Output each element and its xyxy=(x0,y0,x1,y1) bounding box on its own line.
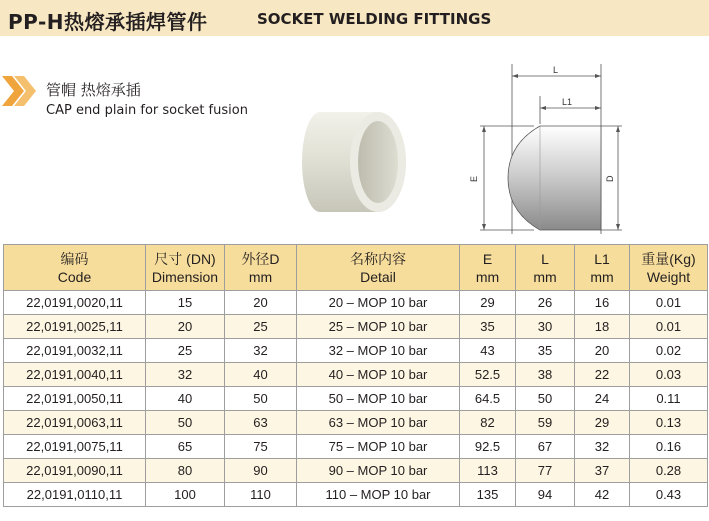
table-cell-l1: 20 xyxy=(575,339,630,363)
technical-drawing xyxy=(468,62,630,244)
table-cell-l1: 29 xyxy=(575,411,630,435)
table-cell-dimension: 65 xyxy=(146,435,225,459)
table-cell-l: 30 xyxy=(516,315,575,339)
page-title: PP-H热熔承插焊管件 xyxy=(8,10,208,34)
table-cell-detail: 50 – MOP 10 bar xyxy=(297,387,460,411)
column-header-label: 外径D xyxy=(241,250,280,267)
table-cell-dimension: 15 xyxy=(146,291,225,315)
column-header-outer-diameter xyxy=(225,245,297,291)
table-cell-weight: 0.02 xyxy=(630,339,708,363)
spec-table xyxy=(3,244,708,507)
table-cell-weight: 0.28 xyxy=(630,459,708,483)
table-cell-e: 113 xyxy=(460,459,516,483)
table-cell-outer-diameter: 90 xyxy=(225,459,297,483)
dimension-label-L: L xyxy=(553,65,559,75)
column-header-sublabel: Dimension xyxy=(151,268,219,285)
column-header-sublabel: Code xyxy=(57,268,92,285)
double-chevron-icon xyxy=(0,74,40,108)
dimension-label-D: D xyxy=(605,175,615,182)
table-cell-detail: 25 – MOP 10 bar xyxy=(297,315,460,339)
column-header-label: 编码 xyxy=(60,250,89,267)
table-cell-dimension: 50 xyxy=(146,411,225,435)
table-row xyxy=(4,339,708,363)
table-cell-weight: 0.01 xyxy=(630,315,708,339)
table-cell-dimension: 40 xyxy=(146,387,225,411)
table-cell-l: 26 xyxy=(516,291,575,315)
table-cell-outer-diameter: 25 xyxy=(225,315,297,339)
table-cell-weight: 0.03 xyxy=(630,363,708,387)
page-title-english: SOCKET WELDING FITTINGS xyxy=(257,10,492,28)
table-cell-weight: 0.13 xyxy=(630,411,708,435)
table-row xyxy=(4,315,708,339)
column-header-dimension xyxy=(146,245,225,291)
table-cell-weight: 0.11 xyxy=(630,387,708,411)
table-cell-l1: 37 xyxy=(575,459,630,483)
table-cell-code: 22,0191,0040,11 xyxy=(4,363,146,387)
column-header-l1 xyxy=(575,245,630,291)
table-row xyxy=(4,483,708,507)
table-cell-e: 52.5 xyxy=(460,363,516,387)
column-header-sublabel: mm xyxy=(533,268,557,285)
table-cell-dimension: 20 xyxy=(146,315,225,339)
column-header-sublabel: Weight xyxy=(646,268,691,285)
column-header-code xyxy=(4,245,146,291)
column-header-label: E xyxy=(482,250,493,267)
table-header-row xyxy=(4,245,708,291)
table-cell-code: 22,0191,0110,11 xyxy=(4,483,146,507)
table-cell-code: 22,0191,0075,11 xyxy=(4,435,146,459)
dimension-label-L1: L1 xyxy=(562,97,573,107)
table-cell-outer-diameter: 75 xyxy=(225,435,297,459)
column-header-weight xyxy=(630,245,708,291)
table-cell-code: 22,0191,0020,11 xyxy=(4,291,146,315)
column-header-sublabel: mm xyxy=(248,268,273,285)
table-cell-weight: 0.16 xyxy=(630,435,708,459)
table-row xyxy=(4,291,708,315)
product-name-cn: 管帽 热熔承插 xyxy=(46,81,141,99)
table-cell-l: 77 xyxy=(516,459,575,483)
table-row xyxy=(4,387,708,411)
column-header-e xyxy=(460,245,516,291)
table-row xyxy=(4,363,708,387)
table-cell-detail: 110 – MOP 10 bar xyxy=(297,483,460,507)
column-header-label: L1 xyxy=(594,250,610,267)
column-header-label: 尺寸 (DN) xyxy=(154,250,216,267)
column-header-label: 名称内容 xyxy=(350,250,406,267)
table-cell-code: 22,0191,0025,11 xyxy=(4,315,146,339)
table-cell-detail: 32 – MOP 10 bar xyxy=(297,339,460,363)
table-cell-dimension: 25 xyxy=(146,339,225,363)
column-header-sublabel: Detail xyxy=(360,268,396,285)
table-cell-l1: 18 xyxy=(575,315,630,339)
table-body xyxy=(4,291,708,507)
table-cell-outer-diameter: 20 xyxy=(225,291,297,315)
table-cell-detail: 75 – MOP 10 bar xyxy=(297,435,460,459)
cap-product-image xyxy=(298,104,410,216)
table-cell-code: 22,0191,0090,11 xyxy=(4,459,146,483)
table-cell-dimension: 32 xyxy=(146,363,225,387)
column-header-detail xyxy=(297,245,460,291)
table-cell-l1: 24 xyxy=(575,387,630,411)
table-row xyxy=(4,411,708,435)
table-cell-l1: 22 xyxy=(575,363,630,387)
table-cell-l: 59 xyxy=(516,411,575,435)
table-cell-e: 29 xyxy=(460,291,516,315)
table-row xyxy=(4,459,708,483)
table-cell-e: 82 xyxy=(460,411,516,435)
column-header-sublabel: mm xyxy=(590,268,614,285)
table-cell-outer-diameter: 32 xyxy=(225,339,297,363)
table-row xyxy=(4,435,708,459)
table-cell-detail: 63 – MOP 10 bar xyxy=(297,411,460,435)
column-header-label: 重量(Kg) xyxy=(641,250,696,267)
table-cell-code: 22,0191,0050,11 xyxy=(4,387,146,411)
product-name-en: CAP end plain for socket fusion xyxy=(46,103,248,118)
table-cell-l1: 32 xyxy=(575,435,630,459)
table-cell-outer-diameter: 110 xyxy=(225,483,297,507)
table-cell-e: 43 xyxy=(460,339,516,363)
table-cell-e: 35 xyxy=(460,315,516,339)
column-header-sublabel: mm xyxy=(475,268,500,285)
table-cell-e: 135 xyxy=(460,483,516,507)
table-cell-l: 35 xyxy=(516,339,575,363)
table-cell-detail: 20 – MOP 10 bar xyxy=(297,291,460,315)
table-cell-code: 22,0191,0032,11 xyxy=(4,339,146,363)
table-cell-e: 64.5 xyxy=(460,387,516,411)
table-cell-detail: 40 – MOP 10 bar xyxy=(297,363,460,387)
table-cell-l: 50 xyxy=(516,387,575,411)
table-cell-dimension: 100 xyxy=(146,483,225,507)
table-cell-l1: 16 xyxy=(575,291,630,315)
table-cell-outer-diameter: 63 xyxy=(225,411,297,435)
table-cell-dimension: 80 xyxy=(146,459,225,483)
table-cell-e: 92.5 xyxy=(460,435,516,459)
table-cell-detail: 90 – MOP 10 bar xyxy=(297,459,460,483)
table-cell-l: 94 xyxy=(516,483,575,507)
table-cell-outer-diameter: 50 xyxy=(225,387,297,411)
table-cell-code: 22,0191,0063,11 xyxy=(4,411,146,435)
table-cell-weight: 0.01 xyxy=(630,291,708,315)
column-header-label: L xyxy=(541,250,549,267)
table-cell-l: 67 xyxy=(516,435,575,459)
column-header-l xyxy=(516,245,575,291)
table-cell-l1: 42 xyxy=(575,483,630,507)
table-cell-weight: 0.43 xyxy=(630,483,708,507)
table-cell-l: 38 xyxy=(516,363,575,387)
dimension-label-E: E xyxy=(469,175,479,182)
table-cell-outer-diameter: 40 xyxy=(225,363,297,387)
